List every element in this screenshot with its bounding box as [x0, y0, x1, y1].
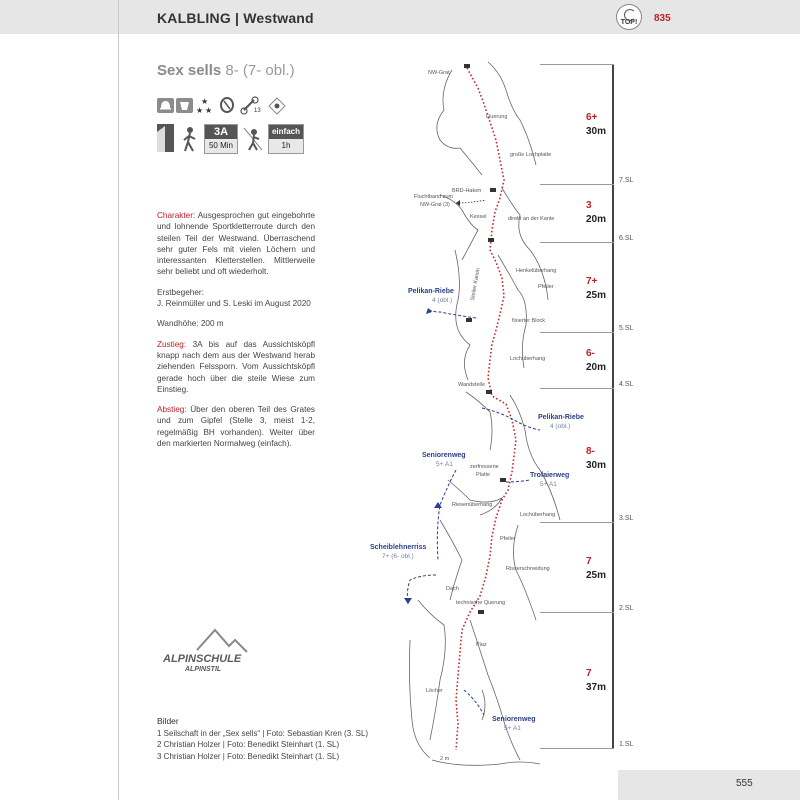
topo-label: Kessel	[470, 214, 487, 220]
descent-grade: einfach	[269, 125, 303, 139]
abstieg-label: Abstieg:	[157, 405, 187, 415]
pitch-tick	[540, 748, 614, 749]
pitch-tick	[540, 242, 614, 243]
topo-label: Pfeiler	[500, 536, 516, 542]
chapter-title-main: KALBLING	[157, 10, 231, 26]
page-code: 835	[654, 13, 671, 24]
pitch-grade: 7	[586, 668, 592, 679]
sl-label: 1.SL	[619, 741, 634, 748]
pitch-tick	[540, 522, 614, 523]
erstbegeher-text: J. Reinmüller und S. Leski im August 2020	[157, 299, 311, 309]
svg-text:ALPINSCHULE: ALPINSCHULE	[163, 653, 242, 665]
caption-item: 3 Christian Holzer | Foto: Benedikt Steinhart (1. SL)	[157, 751, 340, 761]
chapter-title-sub: Westwand	[243, 10, 314, 26]
neighbour-route-name: Pelikan-Riebe	[408, 288, 454, 295]
topo-label: NW-Grat	[428, 70, 450, 76]
chapter-title-separator: |	[230, 10, 244, 26]
pitch-length: 25m	[586, 290, 607, 301]
topo-label: Riesenüberhang	[452, 502, 493, 508]
topo-label: große Lochplatte	[510, 152, 552, 158]
topo-label: Platte	[476, 472, 491, 478]
topo-label: Dach	[446, 586, 459, 592]
topo-label: Querung	[486, 114, 508, 120]
neighbour-route-grade: 4 (obl.)	[550, 423, 571, 430]
approach-time: 50 Min	[208, 141, 233, 150]
pitch-length: 25m	[586, 570, 607, 581]
topo-label: BRD-Haken	[452, 188, 482, 194]
neighbour-route-grade: 5+ A1	[504, 725, 521, 732]
topo-label: technische Querung	[456, 600, 506, 606]
pitch-scale-bar	[612, 64, 614, 748]
wandhoehe-paragraph: Wandhöhe: 200 m	[157, 319, 224, 329]
topo-label: Lochüberhang	[510, 356, 546, 362]
bolt-count: 13	[254, 108, 261, 114]
pitch-length: 30m	[586, 126, 607, 137]
topo-label: Steiler Kamin	[470, 267, 482, 302]
sl-label: 7.SL	[619, 177, 634, 184]
route-name: Sex sells	[157, 62, 222, 79]
neighbour-route-name: Seniorenweg	[492, 716, 536, 723]
topo-label: Wandstelle	[458, 382, 486, 388]
topo-label: Löcher	[426, 688, 443, 694]
pitch-length: 37m	[586, 682, 607, 693]
neighbour-route-grade: 5+ A1	[540, 481, 557, 488]
pitch-tick	[540, 332, 614, 333]
topo-label: direkt an der Kante	[508, 216, 555, 222]
caption-item: 1 Seilschaft in der „Sex sells“ | Foto: Sebastian Kren (3. SL)	[157, 728, 369, 738]
pitch-grade: 6+	[586, 112, 598, 123]
pitch-tick	[540, 64, 614, 65]
neighbour-route-grade: 7+ (6- obl.)	[382, 553, 414, 560]
caption-item: 2 Christian Holzer | Foto: Benedikt Steinhart (1. SL)	[157, 740, 340, 749]
captions-heading: Bilder	[157, 716, 179, 726]
svg-text:★: ★	[205, 106, 213, 114]
neighbour-route-name: Pelikan-Riebe	[538, 414, 584, 421]
topo-label: Risserschneidung	[506, 566, 550, 572]
pitch-grade: 3	[586, 200, 592, 211]
svg-text:★: ★	[201, 97, 209, 106]
pitch-tick	[540, 184, 614, 185]
sl-label: 4.SL	[619, 381, 634, 388]
pitch-length: 30m	[586, 460, 607, 471]
topo-label: fixierter Block	[512, 318, 546, 324]
sl-label: 6.SL	[619, 235, 634, 242]
pitch-grade: 7+	[586, 276, 598, 287]
svg-text:ALPINSTIL: ALPINSTIL	[185, 666, 222, 673]
zustieg-label: Zustieg:	[157, 339, 187, 349]
zustieg-text: 3A bis auf das Aussichtsköpfl knapp nach dem aus der Westwand herab ziehenden Felssporn. Vom Aussichtsköpfl gerade hoch über die steile Wiese zum Einstieg.	[157, 339, 315, 394]
pitch-grade: 8-	[586, 446, 595, 457]
erstbegeher-label: Erstbegeher:	[157, 287, 204, 297]
neighbour-route-name: Trofaierweg	[530, 472, 570, 479]
topo-label: Pfeiler	[538, 284, 554, 290]
topo-label: Lochüberhang	[520, 512, 556, 518]
descent-time: 1h	[281, 141, 291, 150]
topo-label: Piaz	[476, 642, 487, 648]
sl-label: 2.SL	[619, 605, 634, 612]
sl-label: 3.SL	[619, 515, 634, 522]
neighbour-route-name: Scheiblehnerriss	[370, 544, 427, 551]
neighbour-route-name: Seniorenweg	[422, 452, 466, 459]
neighbour-route-grade: 4 (obl.)	[432, 297, 453, 304]
topo-label: NW-Grat (3)	[420, 202, 450, 208]
pitch-tick	[540, 612, 614, 613]
topo-label: Fluchtband zum	[414, 194, 454, 200]
pitch-length: 20m	[586, 362, 607, 373]
topo-label: 2 m	[440, 756, 450, 762]
charakter-label: Charakter:	[157, 211, 196, 220]
route-grade: 8- (7- obl.)	[225, 62, 295, 79]
charakter-text: Ausgesprochen gut eingebohrte und lohnende Sportkletterroute durch den steilen Teil der Westwand. Überraschend sehr guter Fels mit vielen Löchern und interessanten Kletterstellen. Mittlerweile sehr beliebt und oft wiederholt.	[157, 211, 316, 277]
sl-label: 5.SL	[619, 325, 634, 332]
svg-text:★: ★	[196, 106, 204, 114]
pitch-grade: 7	[586, 556, 592, 567]
approach-grade: 3A	[205, 125, 237, 139]
page-number: 555	[736, 778, 753, 789]
abstieg-text: Über den oberen Teil des Grates und zum Gipfel (Stelle 3, meist 1-2, regelmäßig BH vorhanden). Weiter über den markierten Normalweg (einfach).	[157, 405, 315, 449]
topo-label: Henkelüberhang	[516, 268, 557, 274]
pitch-length: 20m	[586, 214, 607, 225]
topo-label: zerfressene	[470, 464, 499, 470]
pitch-grade: 6-	[586, 348, 595, 359]
pitch-tick	[540, 388, 614, 389]
top-badge-label: TOP!	[620, 19, 638, 26]
neighbour-route-grade: 5+ A1	[436, 461, 453, 468]
